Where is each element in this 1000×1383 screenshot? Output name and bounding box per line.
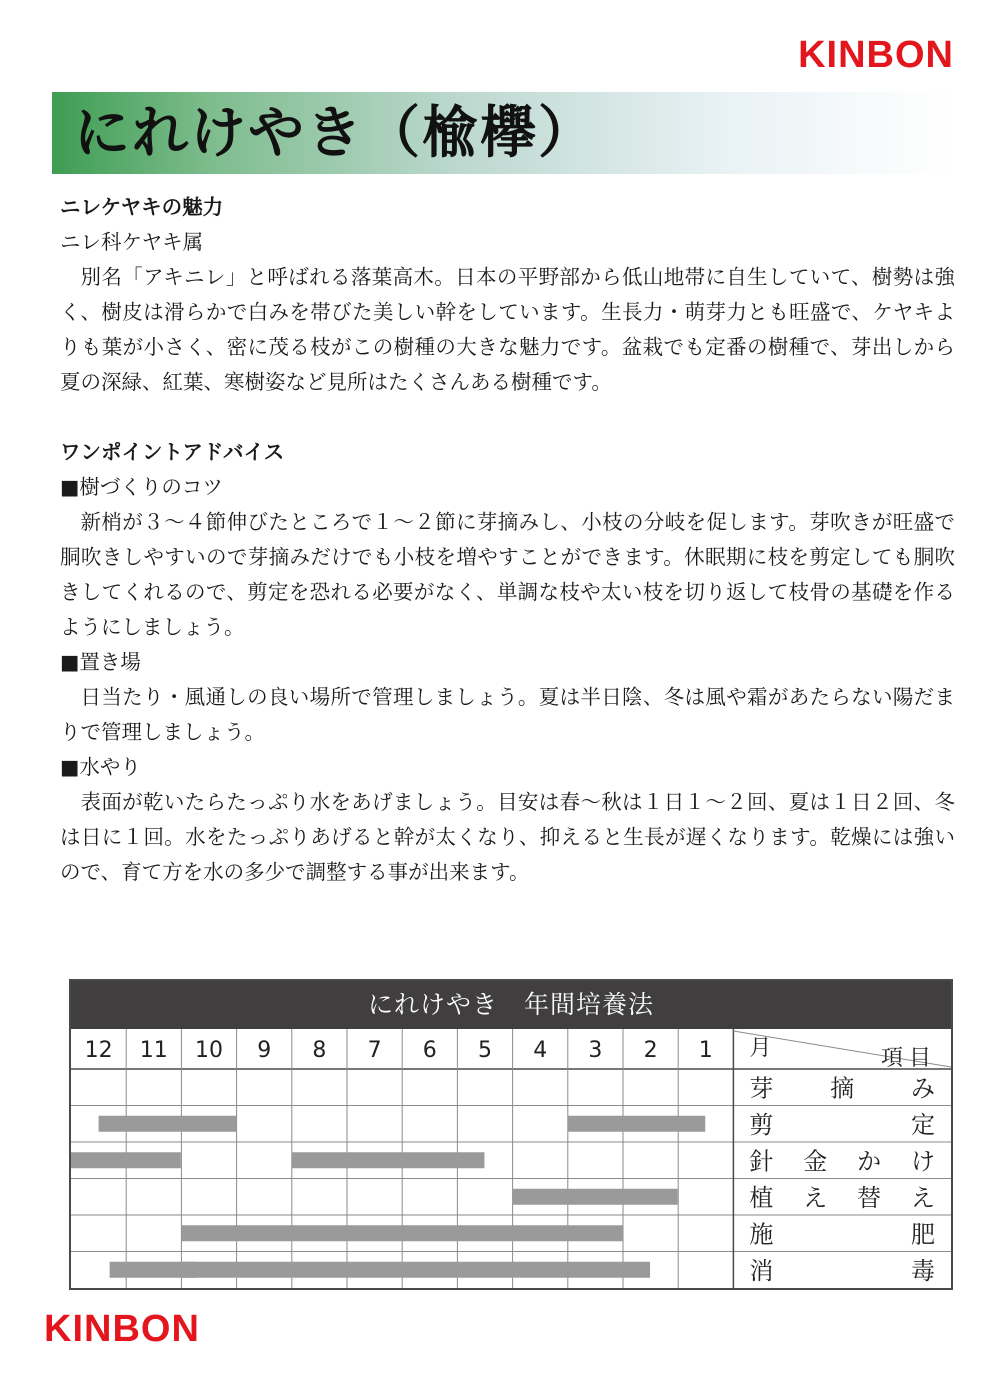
month-label-12: 12 (84, 1038, 113, 1063)
month-label-3: 3 (588, 1038, 603, 1063)
month-axis-label: 月 (749, 1036, 772, 1061)
annual-care-calendar (69, 979, 953, 1290)
tip-body-shaping: 新梢が３～４節伸びたところで１～２節に芽摘みし、小枝の分岐を促します。芽吹きが旺盛で胴吹きしやすいので芽摘みだけでも小枝を増やすことができます。休眠期に枝を剪定しても胴吹きしてくれるので、剪定を恐れる必要がなく、単調な枝や太い枝を切り返して枝骨の基礎を作るようにしましょう。 (60, 510, 955, 639)
brand-logo-bottom: KINBON (44, 1308, 200, 1350)
month-label-7: 7 (367, 1038, 382, 1063)
task-label: 針金かけ (749, 1147, 935, 1176)
brand-logo-top: KINBON (798, 34, 954, 76)
task-period-bar (181, 1225, 622, 1241)
month-label-8: 8 (312, 1038, 327, 1063)
task-period-bar (181, 1262, 650, 1278)
article-body (60, 190, 955, 890)
month-label-5: 5 (478, 1038, 492, 1063)
month-label-11: 11 (139, 1038, 168, 1063)
intro-paragraph: 別名「アキニレ」と呼ばれる落葉高木。日本の平野部から低山地帯に自生していて、樹勢は強く、樹皮は滑らかで白みを帯びた美しい幹をしています。生長力・萌芽力とも旺盛で、ケヤキよりも葉が小さく、密に茂る枝がこの樹種の大きな魅力です。盆栽でも定番の樹種で、芽出しから夏の深緑、紅葉、寒樹姿など見所はたくさんある樹種です。 (60, 265, 955, 394)
month-label-9: 9 (257, 1038, 272, 1063)
month-label-4: 4 (533, 1038, 548, 1063)
tip-body-watering: 表面が乾いたらたっぷり水をあげましょう。目安は春～秋は１日１～２回、夏は１日２回、冬は日に１回。水をたっぷりあげると幹が太くなり、抑えると生長が遅くなります。乾燥には強いので、育て方を水の多少で調整する事が出来ます。 (60, 790, 955, 884)
task-label: 施肥 (749, 1220, 935, 1249)
calendar-title: にれけやき 年間培養法 (71, 981, 951, 1029)
tip-body-placement: 日当たり・風通しの良い場所で管理しましょう。夏は半日陰、冬は風や霜があたらない陽だまりで管理しましょう。 (60, 685, 955, 744)
month-label-6: 6 (422, 1038, 437, 1063)
task-label: 剪定 (749, 1110, 935, 1139)
title-banner (52, 92, 954, 174)
task-period-bar (292, 1152, 485, 1168)
family-text: ニレ科ケヤキ属 (60, 230, 204, 254)
calendar-grid (71, 1029, 951, 1288)
item-axis-label: 項目 (880, 1046, 937, 1071)
tip-heading-shaping: ■樹づくりのコツ (60, 475, 223, 499)
month-label-10: 10 (195, 1038, 223, 1063)
task-period-bar (99, 1116, 236, 1132)
task-label: 消毒 (749, 1256, 935, 1285)
month-label-2: 2 (643, 1038, 658, 1063)
page-title: にれけやき（楡欅） (74, 100, 596, 166)
spacer (60, 400, 955, 435)
charm-heading: ニレケヤキの魅力 (60, 195, 224, 219)
advice-heading: ワンポイントアドバイス (60, 440, 285, 464)
tip-heading-placement: ■置き場 (60, 650, 141, 674)
tip-heading-watering: ■水やり (60, 755, 141, 779)
task-period-bar (568, 1116, 705, 1132)
task-period-bar (71, 1152, 181, 1168)
task-period-bar (513, 1189, 678, 1205)
month-label-1: 1 (698, 1038, 713, 1063)
task-label: 芽摘み (749, 1074, 935, 1103)
task-label: 植え替え (749, 1183, 935, 1212)
